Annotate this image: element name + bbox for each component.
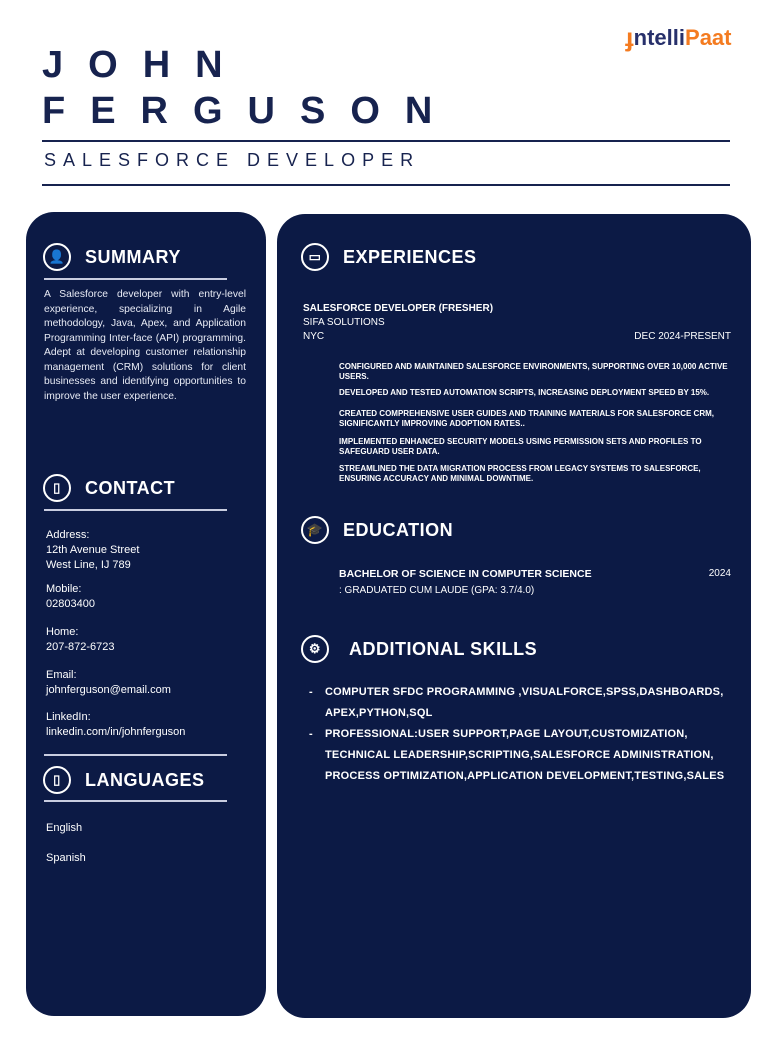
education-heading [301,516,453,544]
address-line-2: West Line, IJ 789 [46,559,131,571]
company: SIFA SOLUTIONS [303,317,385,328]
home-phone [46,625,115,655]
user-icon: 👤 [43,243,71,271]
email [46,668,171,698]
intellipaat-logo [625,22,732,53]
home-value: 207-872-6723 [46,641,115,653]
skill-text: COMPUTER SFDC PROGRAMMING ,VISUALFORCE,SPSS,DASHBOARDS, APEX,PYTHON,SQL [325,686,724,719]
experience-heading-text: EXPERIENCES [343,246,477,267]
address [46,528,139,573]
summary-text: A Salesforce developer with entry-level experience, specializing in Agile methodology, Java, Apex, and Application Programming Inter-face (API) programming. Adept at developing customer relationship management (CRM) solutions for client businesses and identifying opportunities to improve the user experience. [44,289,246,402]
mobile-value: 02803400 [46,598,95,610]
divider [44,509,227,511]
summary-heading [43,243,181,271]
skill-item [309,682,745,724]
mobile [46,582,95,612]
education-heading-text: EDUCATION [343,519,454,540]
logo-text-accent: Paat [685,24,732,50]
degree: BACHELOR OF SCIENCE IN COMPUTER SCIENCE [339,568,592,580]
divider [42,140,730,142]
skills-heading [301,635,537,663]
skill-item [309,724,745,787]
left-panel [26,212,266,1016]
address-book-icon: ▯ [43,766,71,794]
divider [44,800,227,802]
language-item: Spanish [46,852,86,864]
experience-bullet: CREATED COMPREHENSIVE USER GUIDES AND TRAINING MATERIALS FOR SALESFORCE CRM, SIGNIFICANTLY IMPROVING ADOPTION RATES.. [339,409,714,428]
languages-heading-text: LANGUAGES [85,769,205,790]
first-name: JOHN [42,44,248,86]
experience-bullet: DEVELOPED AND TESTED AUTOMATION SCRIPTS, INCREASING DEPLOYMENT SPEED BY 15%. [339,388,710,397]
bullet-dash: - [309,728,313,740]
email-label: Email: [46,669,77,681]
experience-bullet: CONFIGURED AND MAINTAINED SALESFORCE ENVIRONMENTS, SUPPORTING OVER 10,000 ACTIVE USERS. [339,362,728,381]
divider [42,184,730,186]
gear-icon: ⚙ [301,635,329,663]
divider [44,754,227,756]
linkedin-link[interactable]: linkedin.com/in/johnferguson [46,726,186,738]
bullet-dash: - [309,686,313,698]
graduation-year: 2024 [708,568,731,579]
divider [44,278,227,280]
skill-text: PROFESSIONAL:USER SUPPORT,PAGE LAYOUT,CUSTOMIZATION, TECHNICAL LEADERSHIP,SCRIPTING,SALESFORCE ADMINISTRATION, PROCESS OPTIMIZATION,APPLICATION DEVELOPMENT,TESTING,SALES [325,728,725,782]
languages-heading [43,766,205,794]
home-label: Home: [46,626,79,638]
graduation-cap-icon: 🎓 [301,516,329,544]
honors: : GRADUATED CUM LAUDE (GPA: 3.7/4.0) [339,585,535,596]
job-title: SALESFORCE DEVELOPER [44,150,421,170]
right-panel [277,214,751,1018]
linkedin-label: LinkedIn: [46,711,91,723]
email-link[interactable]: johnferguson@email.com [46,684,171,696]
candidate-name [42,42,457,134]
mobile-label: Mobile: [46,583,82,595]
address-line-1: 12th Avenue Street [46,544,140,556]
address-book-icon: ▯ [43,474,71,502]
contact-heading [43,474,175,502]
contact-heading-text: CONTACT [85,477,176,498]
skills-heading-text: ADDITIONAL SKILLS [349,638,538,659]
experience-bullet: IMPLEMENTED ENHANCED SECURITY MODELS USING PERMISSION SETS AND PROFILES TO SAFEGUARD USER DATA. [339,437,702,456]
briefcase-icon: ▭ [301,243,329,271]
linkedin [46,710,185,740]
logo-text: ntelli [633,24,686,50]
dates: DEC 2024-PRESENT [634,331,731,342]
logo-figure-icon: ɟ [625,22,634,52]
last-name: FERGUSON [42,90,458,132]
address-label: Address: [46,529,90,541]
location: NYC [303,331,325,342]
language-item: English [46,822,83,834]
summary-heading-text: SUMMARY [85,246,181,267]
experience-bullet: STREAMLINED THE DATA MIGRATION PROCESS FROM LEGACY SYSTEMS TO SALESFORCE, ENSURING ACCURACY AND MINIMAL DOWNTIME. [339,464,701,483]
experience-heading [301,243,477,271]
role: SALESFORCE DEVELOPER (FRESHER) [303,303,494,314]
